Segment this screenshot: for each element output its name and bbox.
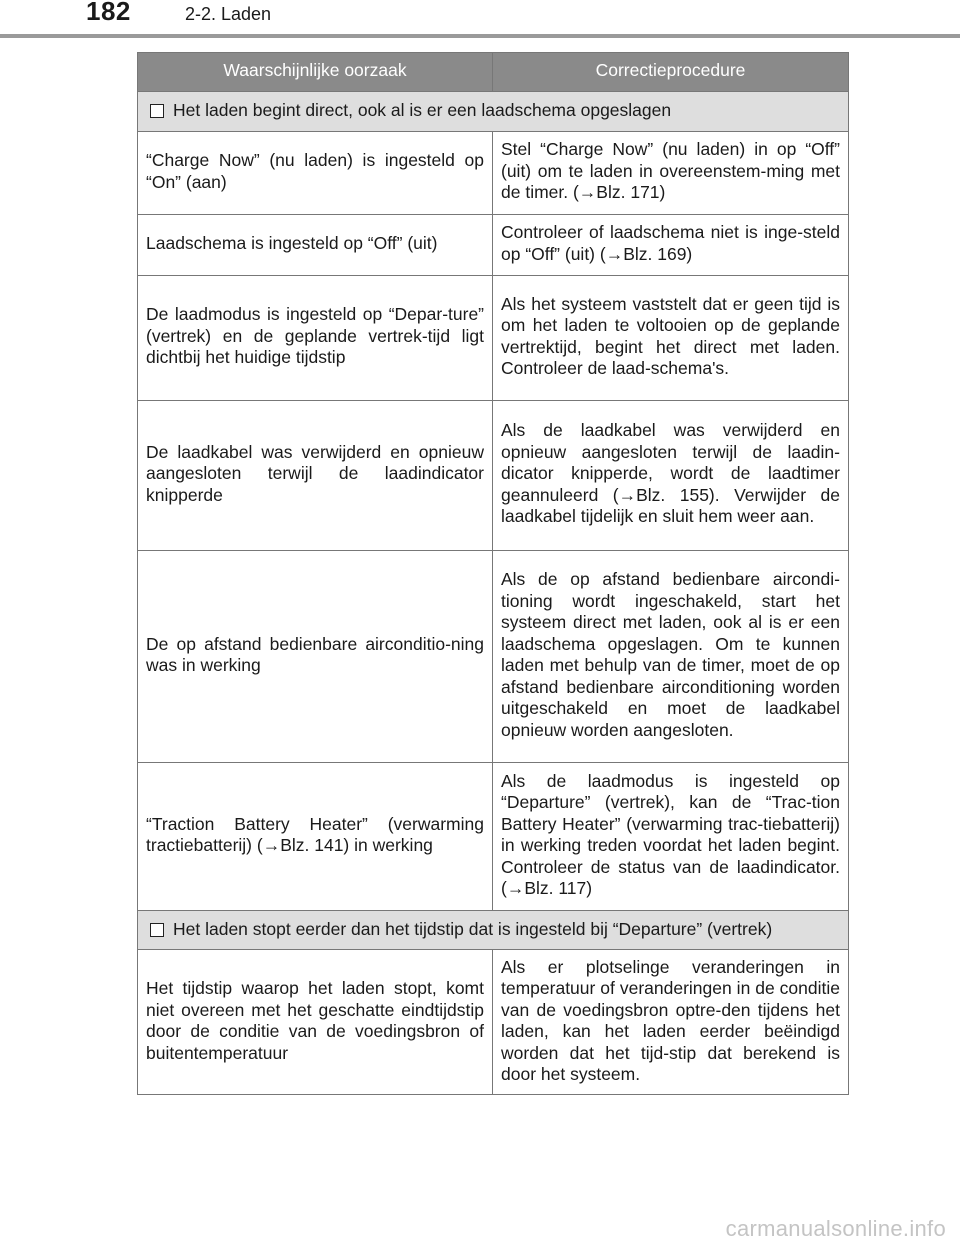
fix-cell: Als de laadmodus is ingesteld op “Departure” (vertrek), kan de “Trac-tion Battery Heater” (verwarming trac-tiebatterij) in werking treden voordat het laden begint. Controleer de status van de laadindicator. (→Blz. 117)	[493, 762, 849, 910]
page-header	[0, 0, 960, 40]
troubleshooting-table	[137, 52, 849, 1095]
checkbox-icon	[150, 923, 164, 937]
cause-cell: Het tijdstip waarop het laden stopt, komt niet overeen met het geschatte eindtijdstip door de conditie van de voedingsbron of buitentemperatuur	[138, 950, 493, 1095]
column-header-fix: Correctieprocedure	[493, 53, 849, 92]
watermark: carmanualsonline.info	[725, 1216, 946, 1241]
cause-cell: Laadschema is ingesteld op “Off” (uit)	[138, 214, 493, 275]
fix-cell: Controleer of laadschema niet is inge-steld op “Off” (uit) (→Blz. 169)	[493, 214, 849, 275]
fix-cell: Als de op afstand bedienbare aircondi-tioning wordt ingeschakeld, start het systeem direct met laden, ook al is er een laadschema opgeslagen. Om te kunnen laden met behulp van de timer, moet de op afstand bedienbare airconditioning worden uitgeschakeld en moet de laadkabel opnieuw worden aangesloten.	[493, 550, 849, 762]
table-row	[138, 214, 849, 275]
cause-cell: De op afstand bedienbare airconditio-ning was in werking	[138, 550, 493, 762]
cause-cell: De laadmodus is ingesteld op “Depar-ture” (vertrek) en de geplande vertrek-tijd ligt dichtbij het huidige tijdstip	[138, 275, 493, 400]
group-title: Het laden begint direct, ook al is er een laadschema opgeslagen	[173, 100, 672, 120]
cause-cell: “Traction Battery Heater” (verwarming tractiebatterij) (→Blz. 141) in werking	[138, 762, 493, 910]
cause-cell: “Charge Now” (nu laden) is ingesteld op “On” (aan)	[138, 131, 493, 214]
table-row	[138, 275, 849, 400]
table-row	[138, 131, 849, 214]
column-header-cause: Waarschijnlijke oorzaak	[138, 53, 493, 92]
table-header-row	[138, 53, 849, 92]
group-header-row	[138, 910, 849, 950]
header-divider	[0, 34, 960, 38]
group-header-row	[138, 92, 849, 132]
page-number: 182	[86, 0, 131, 26]
cause-cell: De laadkabel was verwijderd en opnieuw aangesloten terwijl de laadindicator knipperde	[138, 400, 493, 550]
group-title: Het laden stopt eerder dan het tijdstip dat is ingesteld bij “Departure” (vertrek)	[173, 918, 773, 939]
table-row	[138, 400, 849, 550]
section-title: 2-2. Laden	[185, 4, 272, 24]
fix-cell: Als er plotselinge veranderingen in temperatuur of veranderingen in de conditie van de voedingsbron optre-den tijdens het laden, kan het laden eerder beëindigd worden dat het tijd-stip dat berekend is door het systeem.	[493, 950, 849, 1095]
table-row	[138, 762, 849, 910]
fix-cell: Als het systeem vaststelt dat er geen tijd is om het laden te voltooien op de geplande vertrektijd, begint het direct met laden. Controleer de laad-schema's.	[493, 275, 849, 400]
fix-cell: Stel “Charge Now” (nu laden) in op “Off” (uit) om te laden in overeenstem-ming met de timer. (→Blz. 171)	[493, 131, 849, 214]
fix-cell: Als de laadkabel was verwijderd en opnieuw aangesloten terwijl de laadin-dicator knipperde, wordt de laadtimer geannuleerd (→Blz. 155). Verwijder de laadkabel tijdelijk en sluit hem weer aan.	[493, 400, 849, 550]
checkbox-icon	[150, 104, 164, 118]
table-row	[138, 550, 849, 762]
table-row	[138, 950, 849, 1095]
